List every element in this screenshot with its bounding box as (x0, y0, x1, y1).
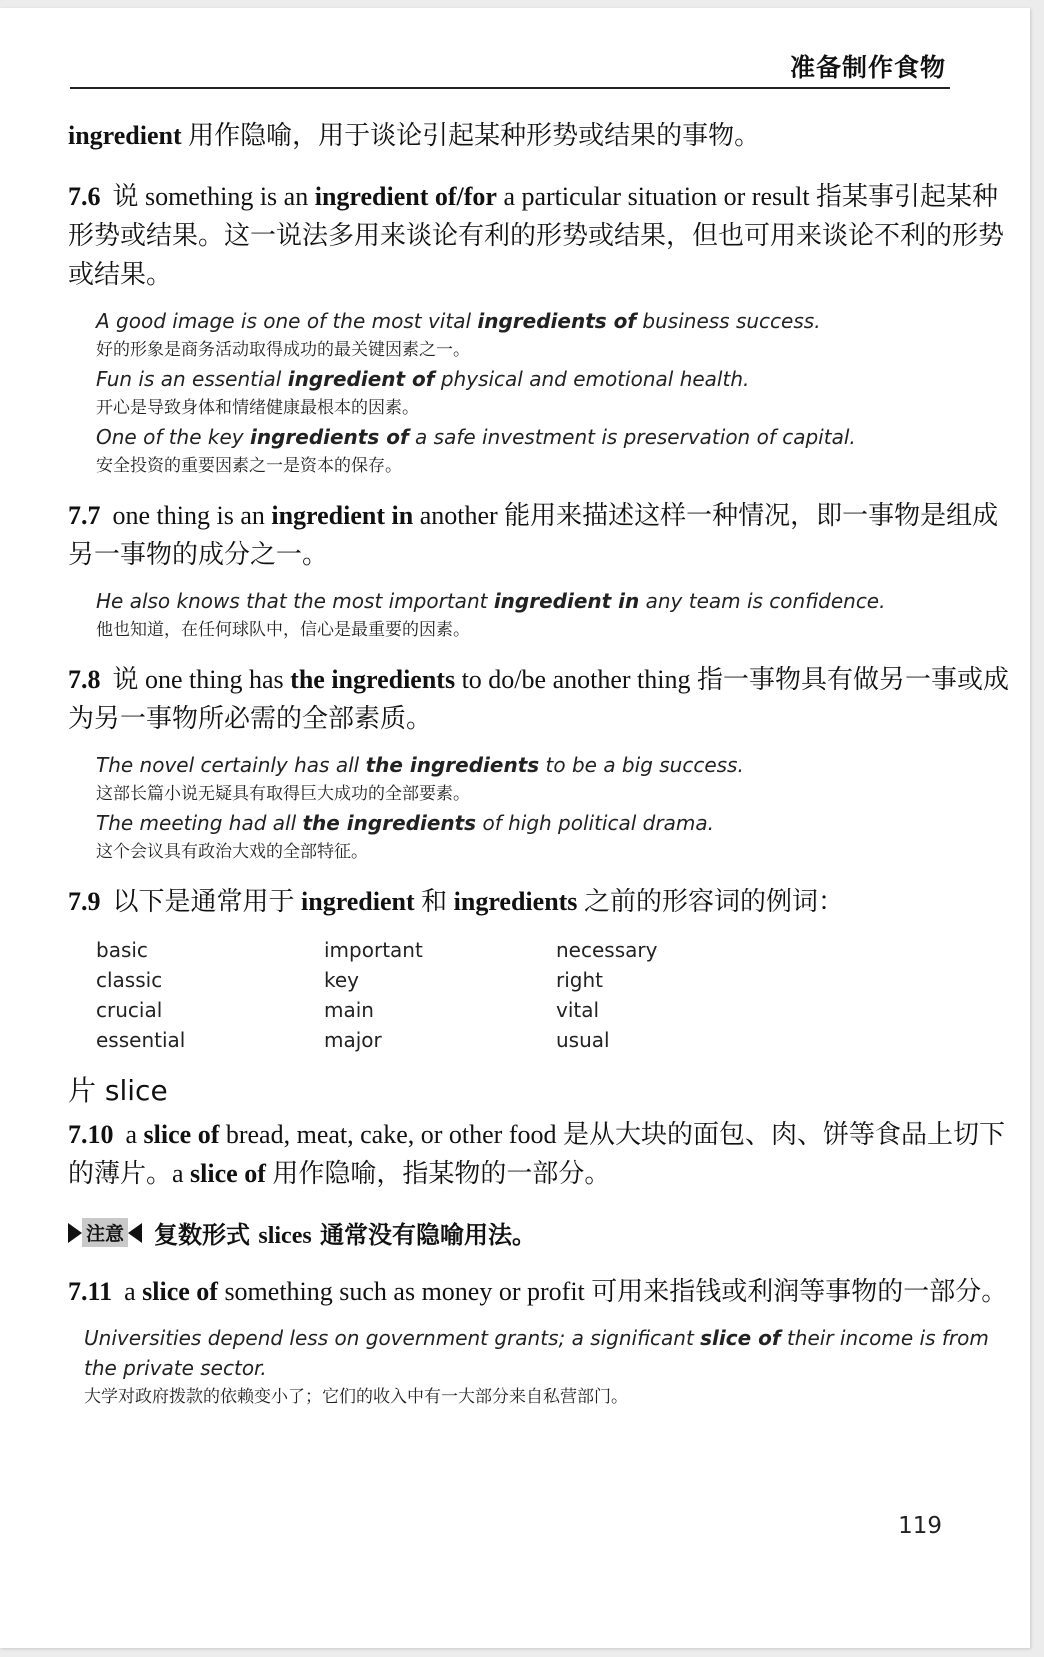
entry-7-10 (68, 1115, 1010, 1193)
triangle-left-icon (128, 1223, 142, 1243)
entry-keyword: ingredient in (271, 501, 414, 530)
word: main (324, 998, 374, 1022)
example-en: Fun is an essential ingredient of physical and emotional health. (96, 367, 750, 391)
example-zh: 他也知道，在任何球队中，信心是最重要的因素。 (96, 620, 470, 640)
entry-7-8 (68, 660, 1010, 738)
entry-number: 7.6 (68, 182, 101, 211)
word: usual (556, 1028, 610, 1052)
example-en: The meeting had all the ingredients of high political drama. (96, 811, 714, 835)
entry-text: bread, meat, cake, or other food 是从大块的面包、肉、饼等食品上切下的薄片。a (68, 1120, 1005, 1188)
word: vital (556, 998, 600, 1022)
word: major (324, 1028, 382, 1052)
entry-7-7 (68, 496, 1010, 574)
example-en: Universities depend less on government grants; a significant slice of their income is from the private sector. (84, 1326, 989, 1380)
entry-number: 7.7 (68, 501, 101, 530)
entry-7-6 (68, 177, 1010, 294)
word: classic (96, 968, 163, 992)
examples-7-7 (96, 586, 1010, 644)
example-zh: 好的形象是商务活动取得成功的最关键因素之一。 (96, 340, 470, 360)
entry-number: 7.10 (68, 1120, 114, 1149)
intro-paragraph (68, 116, 1010, 155)
entry-keyword: slice of (142, 1277, 218, 1306)
running-header: 准备制作食物 (789, 53, 946, 82)
entry-text: a particular situation or result 指某事引起某种形势或结果。这一说法多用来谈论有利的形势或结果，但也可用来谈论不利的形势或结果。 (68, 182, 1005, 289)
entry-keyword: slice of (143, 1120, 220, 1149)
entry-text: another 能用来描述这样一种情况，即一事物是组成另一事物的成分之一。 (68, 501, 999, 569)
examples-7-8 (96, 750, 1010, 866)
entry-keyword: the ingredients (290, 665, 456, 694)
word: necessary (556, 938, 658, 962)
entry-text: something such as money or profit 可用来指钱或利润等事物的一部分。 (217, 1277, 1008, 1306)
note-tag (68, 1218, 142, 1247)
note-text: 复数形式 slices 通常没有隐喻用法。 (154, 1221, 537, 1249)
example-zh: 开心是导致身体和情绪健康最根本的因素。 (96, 398, 419, 418)
entry-keyword: ingredients (453, 887, 578, 916)
entry-text: 说 something is an (112, 182, 315, 211)
example-zh: 这部长篇小说无疑具有取得巨大成功的全部要素。 (96, 784, 470, 804)
example-en: The novel certainly has all the ingredients to be a big success. (96, 753, 744, 777)
section-heading-slice: 片 slice (68, 1074, 168, 1107)
examples-7-6 (96, 306, 1010, 480)
word: essential (96, 1028, 186, 1052)
usage-note (68, 1215, 1010, 1250)
word: right (556, 968, 603, 992)
word: key (324, 968, 360, 992)
entry-text: one thing is an (112, 501, 272, 530)
example-zh: 安全投资的重要因素之一是资本的保存。 (96, 456, 402, 476)
example-zh: 大学对政府拨款的依赖变小了；它们的收入中有一大部分来自私营部门。 (84, 1387, 628, 1407)
entry-text: a (124, 1277, 143, 1306)
entry-number: 7.9 (68, 887, 101, 916)
entry-text: 和 (414, 887, 454, 916)
example-en: A good image is one of the most vital ingredients of business success. (96, 309, 821, 333)
entry-7-9 (68, 882, 1010, 921)
entry-text: 以下是通常用于 (112, 887, 302, 916)
adjective-word-list (96, 935, 1010, 1055)
entry-text: 用作隐喻，指某物的一部分。 (265, 1159, 611, 1188)
entry-text: to do/be another thing 指一事物具有做另一事或成为另一事物所必需的全部素质。 (68, 665, 1009, 733)
header-rule (70, 87, 950, 89)
entry-number: 7.8 (68, 665, 101, 694)
intro-text: 用作隐喻，用于谈论引起某种形势或结果的事物。 (181, 121, 761, 150)
page-body (68, 116, 1010, 1415)
entry-text: 之前的形容词的例词： (577, 887, 844, 916)
word: important (324, 938, 423, 962)
entry-text: 说 one thing has (112, 665, 291, 694)
entry-number: 7.11 (68, 1277, 113, 1306)
entry-7-11 (68, 1272, 1010, 1311)
page-number: 119 (898, 1513, 942, 1539)
word: basic (96, 938, 148, 962)
entry-keyword: slice of (190, 1159, 266, 1188)
intro-keyword: ingredient (68, 121, 182, 150)
note-label: 注意 (82, 1218, 128, 1247)
entry-text: a (125, 1120, 144, 1149)
book-page (0, 8, 1030, 1648)
example-en: One of the key ingredients of a safe investment is preservation of capital. (96, 425, 856, 449)
example-en: He also knows that the most important ingredient in any team is confidence. (96, 589, 886, 613)
entry-keyword: ingredient (301, 887, 415, 916)
examples-7-11 (84, 1323, 1010, 1411)
entry-keyword: ingredient of/for (314, 182, 497, 211)
example-zh: 这个会议具有政治大戏的全部特征。 (96, 842, 368, 862)
triangle-right-icon (68, 1223, 82, 1243)
word: crucial (96, 998, 163, 1022)
